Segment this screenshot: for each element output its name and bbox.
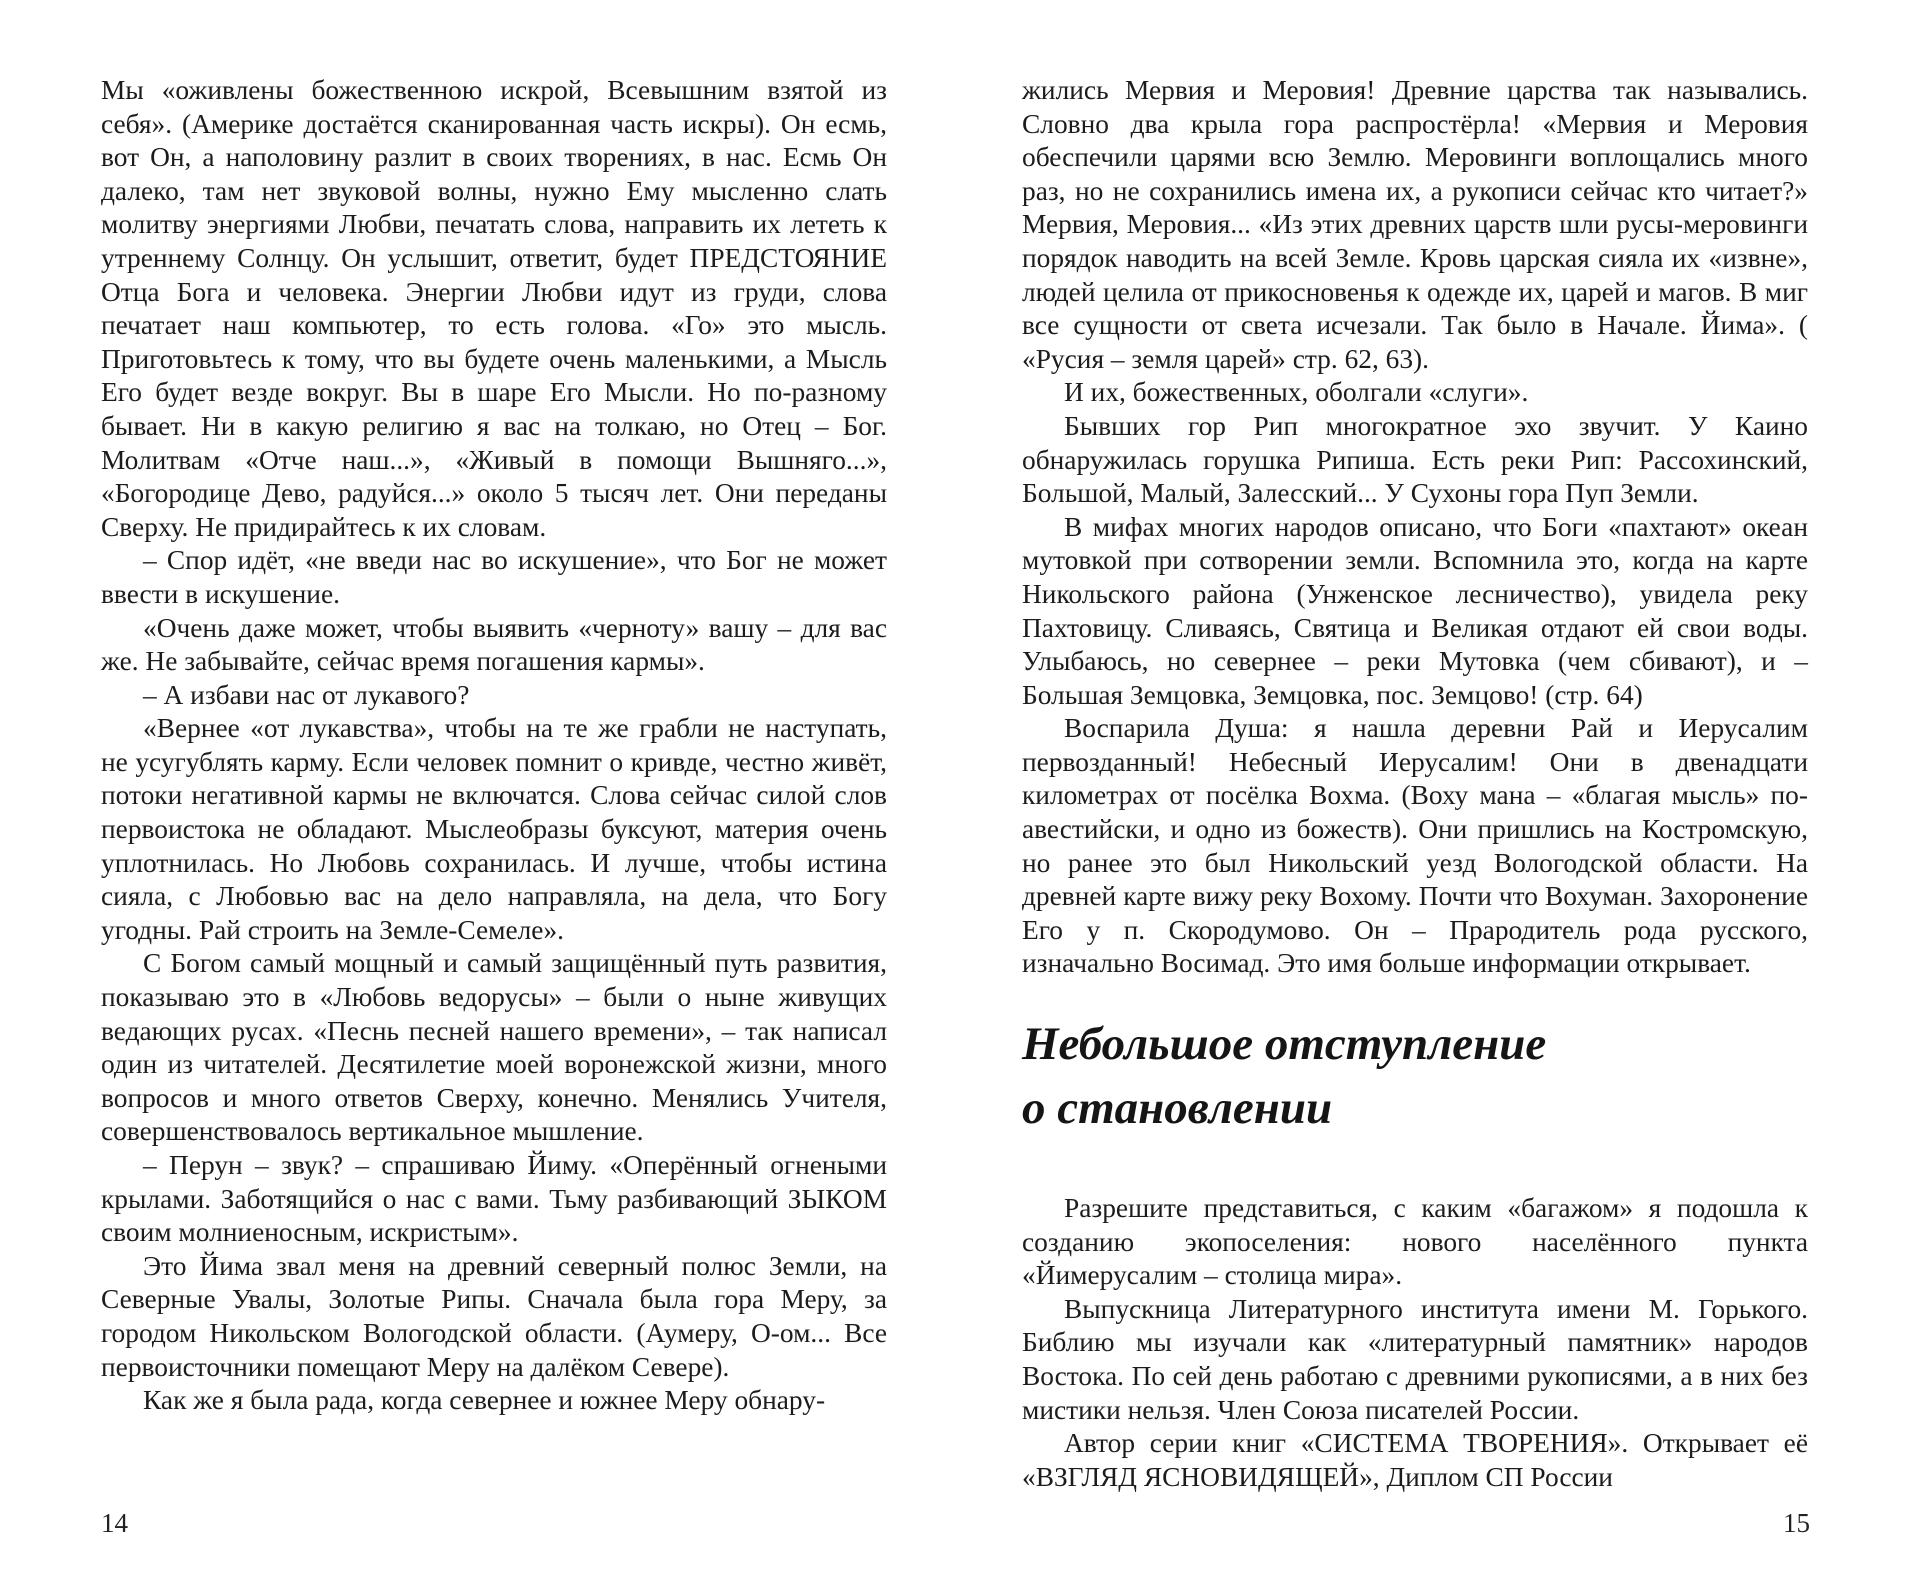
- paragraph: В мифах многих народов описано, что Боги «пахтают» океан мутовкой при сотворении земли. Вспомнила это, когда на карте Никольского района (Унженское лесничество), увидела реку Пахтовицу. Сливаясь, Святица и Великая отдают ей свои воды. Улыбаюсь, но севернее – реки Мутовка (чем сбивают), и – Большая Земцовка, Земцовка, пос. Земцово! (стр. 64): [1022, 511, 1808, 710]
- left-text-column: [101, 74, 887, 1418]
- paragraph: Автор серии книг «СИСТЕМА ТВОРЕНИЯ». Открывает её «ВЗГЛЯД ЯСНОВИДЯЩЕЙ», Диплом СП России: [1022, 1428, 1808, 1492]
- paragraph: С Богом самый мощный и самый защищённый путь развития, показываю это в «Любовь ведорусы» – были о ныне живущих ведающих русах. «Песнь песней нашего времени», – так написал один из читателей. Десятилетие моей воронежской жизни, много вопросов и много ответов Сверху, конечно. Менялись Учителя, совершенствовалось вертикальное мышление.: [101, 948, 887, 1147]
- paragraph: Это Йима звал меня на древний северный полюс Земли, на Северные Увалы, Золотые Рипы. Сначала была гора Меру, за городом Никольском Вологодской области. (Аумеру, О-ом... Все первоисточники помещают Меру на далёком Севере).: [101, 1250, 887, 1382]
- paragraph: Воспарила Душа: я нашла деревни Рай и Иерусалим первозданный! Небесный Иерусалим! Они в двенадцати километрах от посёлка Вохма. (Воху мана – «благая мысль» по-авестийски, и одно из божеств). Они пришлись на Костромскую, но ранее это был Никольский уезд Вологодской области. На древней карте вижу реку Вохому. Почти что Вохуман. Захоронение Его у п. Скородумово. Он – Прародитель рода русского, изначально Восимад. Это имя больше информации открывает.: [1022, 713, 1808, 979]
- paragraph: Бывших гор Рип многократное эхо звучит. У Каино обнаружилась горушка Рипиша. Есть реки Рип: Рассохинский, Большой, Малый, Залесский... У Сухоны гора Пуп Земли.: [1022, 410, 1808, 509]
- paragraph: «Очень даже может, чтобы выявить «черноту» вашу – для вас же. Не забывайте, сейчас время погашения кармы».: [101, 612, 887, 677]
- paragraph: – Перун – звук? – спрашиваю Йиму. «Оперённый огнеными крылами. Заботящийся о нас с вами. Тьму разбивающий ЗЫКОМ своим молниеносным, искристым».: [101, 1150, 887, 1248]
- page-number: 15: [1783, 1508, 1810, 1538]
- paragraph: «Вернее «от лукавства», чтобы на те же грабли не наступать, не усугублять карму. Если человек помнит о кривде, честно живёт, потоки негативной кармы не включатся. Слова сейчас силой слов первоистока не обладают. Мыслеобразы буксуют, материя очень уплотнилась. Но Любовь сохранилась. И лучше, чтобы истина сияла, с Любовью вас на дело направляла, на дела, что Богу угодны. Рай строить на Земле-Семеле».: [101, 713, 887, 945]
- right-page: [954, 0, 1908, 1578]
- paragraph: жились Мервия и Меровия! Древние царства так назывались. Словно два крыла гора распростёрла! «Мервия и Меровия обеспечили царями всю Землю. Меровинги воплощались много раз, но не сохранились имена их, а рукописи сейчас кто читает?» Мервия, Меровия... «Из этих древних царств шли русы-меровинги порядок наводить на всей Земле. Кровь царская сияла их «извне», людей целила от прикосновенья к одежде их, царей и магов. В миг все сущности от света исчезали. Так было в Начале. Йима». ( «Русия – земля царей» стр. 62, 63).: [1022, 75, 1808, 374]
- paragraph: И их, божественных, оболгали «слуги».: [1064, 377, 1529, 408]
- paragraph: Как же я была рада, когда севернее и южнее Меру обнару-: [143, 1385, 826, 1416]
- page-number: 14: [101, 1508, 128, 1538]
- paragraph: Разрешите представиться, с каким «багажом» я подошла к созданию экопоселения: нового населённого пункта «Йимерусалим – столица мира».: [1022, 1193, 1808, 1291]
- paragraph: Выпускница Литературного института имени М. Горького. Библию мы изучали как «литературный памятник» народов Востока. По сей день работаю с древними рукописями, а в них без мистики нельзя. Член Союза писателей России.: [1022, 1293, 1808, 1425]
- section-heading-line-2: о становлении: [1022, 1082, 1333, 1135]
- paragraph: Мы «оживлены божественною искрой, Всевышним взятой из себя». (Америке достаётся сканированная часть искры). Он есмь, вот Он, а наполовину разлит в своих творениях, в нас. Есмь Он далеко, там нет звуковой волны, нужно Ему мысленно слать молитву энергиями Любви, печатать слова, направить их лететь к утреннему Солнцу. Он услышит, ответит, будет ПРЕДСТОЯНИЕ Отца Бога и человека. Энергии Любви идут из груди, слова печатает наш компьютер, то есть голова. «Го» это мысль. Приготовьтесь к тому, что вы будете очень маленькими, а Мысль Его будет везде вокруг. Вы в шаре Его Мысли. Но по-разному бывает. Ни в какую религию я вас на толкаю, но Отец – Бог. Молитвам «Отче наш...», «Живый в помощи Вышняго...», «Богородице Дево, радуйся...» около 5 тысяч лет. Они переданы Сверху. Не придирайтесь к их словам.: [101, 75, 887, 542]
- section-heading-line-1: Небольшое отступление: [1022, 1018, 1547, 1071]
- paragraph: – Спор идёт, «не введи нас во искушение», что Бог не может ввести в искушение.: [101, 545, 887, 609]
- section-heading: [1022, 1012, 1808, 1140]
- right-text-column: [1022, 74, 1808, 1494]
- paragraph: – А избави нас от лукавого?: [143, 679, 470, 710]
